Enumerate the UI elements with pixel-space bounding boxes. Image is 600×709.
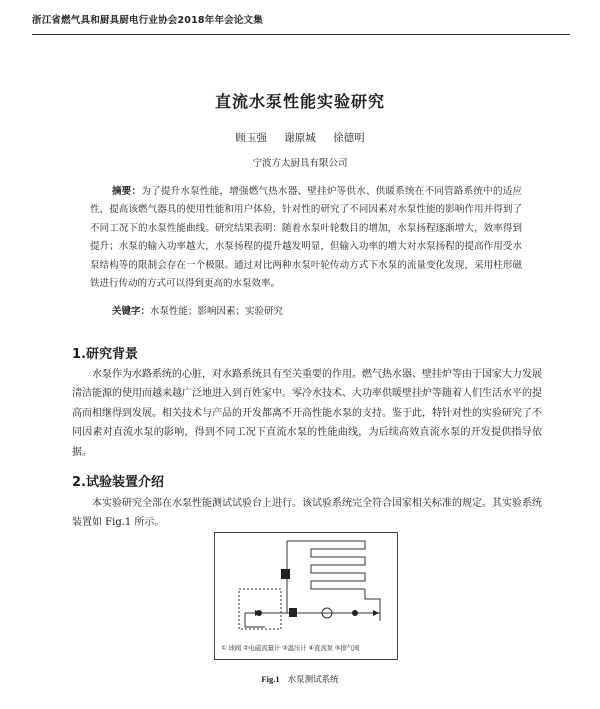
legend-item: ④直流泵 [308,644,333,652]
coil [307,541,365,589]
keywords [112,303,283,317]
abstract [90,183,522,293]
header-rule [32,34,570,35]
legend-item: ②电磁流量计 [242,644,281,652]
pipe [365,589,380,621]
figure-legend [221,643,393,652]
test-system-figure [214,532,398,660]
section-heading: 2.试验装置介绍 [72,475,164,490]
flowmeter-icon [281,569,290,579]
section-heading: 1.研究背景 [72,347,138,362]
valve-icon [352,610,358,616]
test-system-diagram [215,533,397,659]
keywords-label: 关键字： [112,306,151,317]
keywords-text: 水泵性能；影响因素；实验研究 [150,306,284,317]
authors [0,130,600,145]
author: 顾玉强 [235,132,267,144]
author: 徐德明 [333,132,365,144]
caption-number: Fig.1 [261,674,280,684]
section-paragraph: 本实验研究全部在水泵性能测试试验台上进行。该试验系统完全符合国家相关标准的规定。其实验系统装置如 Fig.1 所示。 [72,498,542,529]
legend-item: ③温压计 [281,644,307,652]
running-header: 浙江省燃气具和厨具厨电行业协会2018年年会论文集 [32,15,263,26]
legend-item: ① 球阀 [221,644,242,652]
paper-title: 直流水泵性能实验研究 [214,92,385,111]
author: 谢原城 [284,132,316,144]
figure-caption [0,673,600,685]
affiliation: 宁波方太厨具有限公司 [252,158,348,169]
abstract-text: 为了提升水泵性能，增强燃气热水器、壁挂炉等供水、供暖系统在不同管路系统中的适应性，提高该燃气器具的使用性能和用户体验，针对性的研究了不同因素对水泵性能的影响作用并得到了不同工况下的水泵性能曲线。研究结果表明：随着水泵叶轮数目的增加，水泵扬程逐渐增大，效率得到提升；水泵的输入功率越大，水泵扬程的提升越发明显，但输入功率的增大对水泵扬程的提高作用受水泵结构等的限制会存在一个极限。通过对比两种水泵叶轮传动方式下水泵的流量变化发现，采用柱形磁铁进行传动的方式可以得到更高的水泵效率。 [90,186,522,290]
section-paragraph: 水泵作为水路系统的心脏，对水路系统具有至关重要的作用。燃气热水器、壁挂炉等由于国家大力发展清洁能源的使用而越来越广泛地进入到百姓家中。零冷水技术、大功率供暖壁挂炉等随着人们生活水平的提高而相继得到发展。相关技术与产品的开发都离不开高性能水泵的支持。鉴于此，特针对性的实验研究了不同因素对直流水泵的影响，得到不同工况下直流水泵的性能曲线，为后续高效直流水泵的开发提供指导依据。 [72,369,542,458]
caption-text: 水泵测试系统 [287,675,339,685]
legend-item: ⑤排气阀 [334,644,360,652]
thermometer-icon [289,608,297,617]
abstract-label: 摘要： [112,186,142,197]
arrow-icon [373,610,379,616]
